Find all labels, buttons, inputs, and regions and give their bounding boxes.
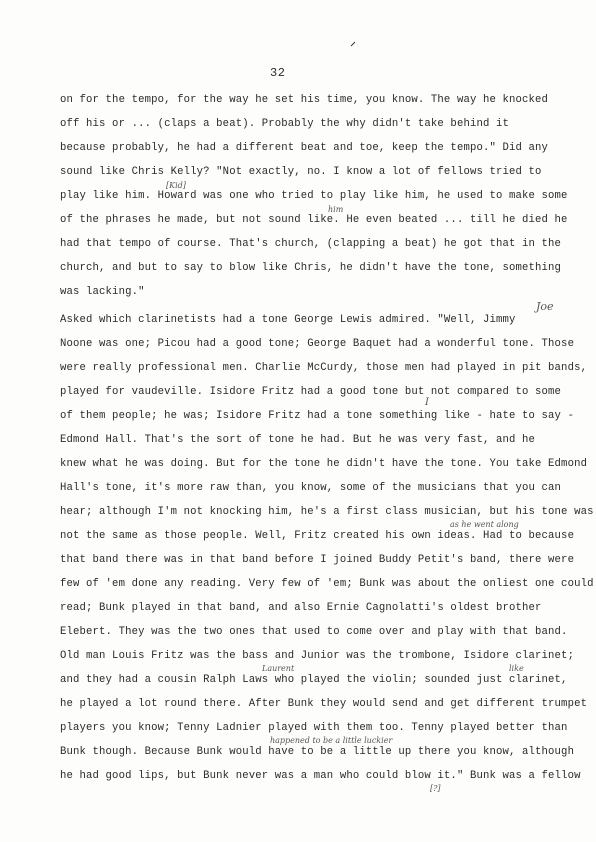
handwritten-annotation: happened to be a little luckier — [270, 736, 393, 745]
text-line: that band there was in that band before I joined Buddy Petit's band, there were — [60, 554, 575, 566]
text-line: off his or ... (claps a beat). Probably the why didn't take behind it — [60, 118, 510, 130]
text-line: Noone was one; Picou had a good tone; George Baquet had a wonderful tone. Those — [60, 338, 575, 350]
handwritten-annotation: him — [328, 205, 344, 214]
text-line: hear; although I'm not knocking him, he's a first class musician, but his tone was — [60, 506, 594, 518]
text-line: sound like Chris Kelly? "Not exactly, no. I know a lot of fellows tried to — [60, 166, 542, 178]
page-number: 32 — [270, 66, 286, 80]
text-line: on for the tempo, for the way he set his time, you know. The way he knocked — [60, 94, 549, 106]
text-line: were really professional men. Charlie McCurdy, those men had played in pit bands, — [60, 362, 588, 374]
handwritten-annotation: like — [509, 664, 524, 673]
text-line: because probably, he had a different beat and toe, keep the tempo." Did any — [60, 142, 549, 154]
text-line: not the same as those people. Well, Fritz created his own ideas. Had to because — [60, 530, 575, 542]
text-line: few of 'em done any reading. Very few of 'em; Bunk was about the onliest one could — [60, 578, 594, 590]
handwritten-annotation: Laurent — [262, 664, 295, 673]
text-line: played for vaudeville. Isidore Fritz had a good tone but not compared to some — [60, 386, 562, 398]
handwritten-annotation: [?] — [430, 784, 441, 793]
handwritten-annotation: [Kid] — [166, 181, 186, 190]
text-line: Elebert. They was the two ones that used to come over and play with that band. — [60, 626, 568, 638]
text-line: had that tempo of course. That's church, (clapping a beat) he got that in the — [60, 238, 562, 250]
handwritten-annotation: I — [425, 397, 429, 408]
text-line: Hall's tone, it's more raw than, you know, some of the musicians that you can — [60, 482, 562, 494]
text-line: Asked which clarinetists had a tone George Lewis admired. "Well, Jimmy — [60, 314, 516, 326]
text-line: players you know; Tenny Ladnier played with them too. Tenny played better than — [60, 722, 568, 734]
handwritten-annotation: Joe — [536, 300, 554, 313]
text-line: of them people; he was; Isidore Fritz had a tone something like - hate to say - — [60, 410, 575, 422]
text-line: read; Bunk played in that band, and also Ernie Cagnolatti's oldest brother — [60, 602, 542, 614]
text-line: play like him. Howard was one who tried to play like him, he used to make some — [60, 190, 568, 202]
text-line: he had good lips, but Bunk never was a man who could blow it." Bunk was a fellow — [60, 770, 581, 782]
text-line: he played a lot round there. After Bunk they would send and get different trumpet — [60, 698, 588, 710]
text-line: Bunk though. Because Bunk would have to be a little up there you know, although — [60, 746, 575, 758]
text-line: Old man Louis Fritz was the bass and Junior was the trombone, Isidore clarinet; — [60, 650, 575, 662]
text-line: and they had a cousin Ralph Laws who played the violin; sounded just clarinet, — [60, 674, 568, 686]
text-line: of the phrases he made, but not sound like. He even beated ... till he died he — [60, 214, 568, 226]
text-line: Edmond Hall. That's the sort of tone he had. But he was very fast, and he — [60, 434, 536, 446]
text-line: church, and but to say to blow like Chris, he didn't have the tone, something — [60, 262, 562, 274]
text-line: knew what he was doing. But for the tone he didn't have the tone. You take Edmond — [60, 458, 588, 470]
stray-mark — [350, 34, 356, 40]
text-line: was lacking." — [60, 286, 145, 298]
handwritten-annotation: as he went along — [450, 520, 519, 529]
